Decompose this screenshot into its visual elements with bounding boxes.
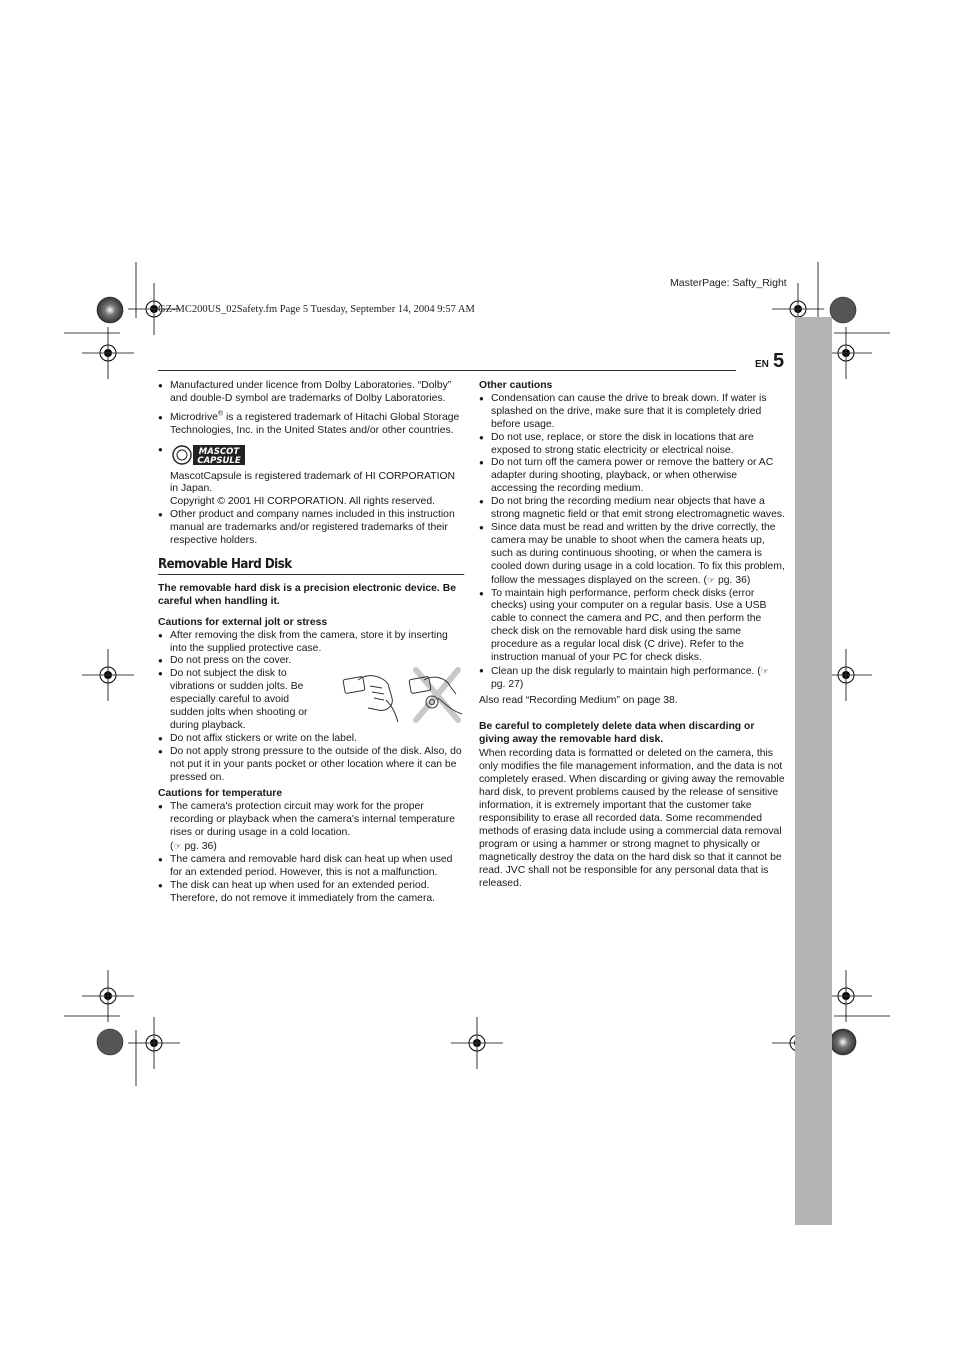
trademark-list	[158, 444, 466, 471]
list-item: ● Condensation can cause the drive to break down. If water is splashed on the drive, make sure that it is completely dried before usage.	[479, 393, 786, 432]
list-item: ● Do not press on the cover.	[158, 655, 466, 668]
microdrive-label: Microdrive	[170, 411, 218, 423]
jolt-heading: Cautions for external jolt or stress	[158, 616, 328, 628]
page-reference: pg. 36)	[717, 574, 751, 586]
page-reference: pg. 27)	[491, 678, 524, 690]
trademark-list	[158, 380, 466, 406]
reference-arrow-icon: ☞	[760, 665, 769, 676]
list-item: ● Do not affix stickers or write on the label.	[158, 733, 466, 746]
also-read-note: Also read “Recording Medium” on page 38.	[479, 694, 678, 706]
list-item	[479, 522, 786, 588]
mascot-copyright: Copyright © 2001 HI CORPORATION. All rights reserved.	[170, 496, 436, 508]
left-column	[158, 380, 466, 906]
microdrive-text: is a registered trademark of Hitachi Global Storage Technologies, Inc. in the United States and/or other countries.	[170, 411, 460, 436]
list-item: ● Manufactured under licence from Dolby Laboratories. “Dolby” and double-D symbol are trademarks of Dolby Laboratories.	[158, 380, 466, 406]
list-item: ● Other product and company names included in this instruction manual are trademarks and/or registered trademarks of their respective holders.	[158, 509, 466, 548]
list-item	[479, 665, 786, 692]
list-item: ● After removing the disk from the camera, store it by inserting into the supplied protective case.	[158, 630, 466, 656]
section-title: Removable Hard Disk	[158, 558, 464, 575]
shoot-text: Since data must be read and written by the drive correctly, the camera may be unable to shoot when the camera heats up, such as during continuous shooting, or when the camera is cooled down during usage in a cold location. To fix this problem, follow the messages displayed on the screen. (	[491, 521, 785, 586]
jolt-text: ● Do not subject the disk to vibrations or sudden jolts. Be especially careful to avoid sudden jolts when shooting or during playback.	[170, 668, 308, 731]
clean-text: Clean up the disk regularly to maintain high performance. (	[491, 665, 761, 677]
list-item	[158, 412, 466, 438]
intro-text: The removable hard disk is a precision electronic device. Be careful when handling it.	[158, 582, 456, 607]
right-column	[479, 380, 786, 890]
delete-data-heading: Be careful to completely delete data when discarding or giving away the removable hard disk.	[479, 720, 755, 745]
temp-text: The camera's protection circuit may work for the proper recording or playback when the camera's internal temperature rises or during usage in a cold location.	[170, 801, 455, 839]
temperature-heading: Cautions for temperature	[158, 788, 283, 800]
page-reference: pg. 36)	[184, 841, 217, 853]
mascot-logo-line2: CAPSULE	[197, 455, 241, 466]
list-item: ● The camera and removable hard disk can heat up when used for an extended period. However, this is not a malfunction.	[158, 854, 466, 880]
master-page-label: MasterPage: Safty_Right	[670, 277, 787, 289]
reference-arrow-icon: ☞	[707, 574, 716, 585]
other-cautions-list	[479, 393, 786, 692]
list-item: ● Do not bring the recording medium near objects that have a strong magnetic field or that emit strong electromagnetic waves.	[479, 496, 786, 522]
delete-data-body: When recording data is formatted or deleted on the camera, this only modifies the file management information, and the data is not completely erased. When discarding or giving away the removable hard disk, to prevent problems caused by the release of sensitive information, it is extremely important that the customer take responsibility to erase all recorded data. Some recommended methods of erasing data include using a commercial data removal program or using a hammer or strong magnet to physically or magnetically destroy the data on the hard disk so that it cannot be read. JVC shall not be responsible for any personal data that is released.	[479, 748, 785, 889]
trademark-list	[158, 509, 466, 548]
list-item: ● The disk can heat up when used for an extended period. Therefore, do not remove it immediately from the camera.	[158, 880, 466, 906]
list-item: ● The camera's protection circuit may work for the proper recording or playback when the camera's internal temperature rises or during usage in a cold location. (☞ pg. 36)	[158, 801, 466, 854]
header-rule	[158, 370, 736, 371]
list-item: ● Do not use, replace, or store the disk in locations that are exposed to strong static electricity or electrical noise.	[479, 432, 786, 458]
list-item: ● To maintain high performance, perform check disks (error checks) using your computer on a regular basis. Use a USB cable to connect the camera and PC, and then perform the check disk on the removable hard disk using the same procedure as a regular local disk (C drive). Refer to the instruction manual of your PC for check disks.	[479, 588, 786, 665]
list-item: ● Do not apply strong pressure to the outside of the disk. Also, do not put it in your pants pocket or other location where it can be pressed on.	[158, 746, 466, 785]
page-number: 5	[773, 350, 785, 372]
side-index-tab	[795, 317, 832, 1225]
mascot-capsule-logo-icon	[172, 444, 246, 466]
trademark-list	[158, 412, 466, 438]
list-item	[158, 668, 466, 733]
file-info-header: GZ-MC200US_02Safety.fm Page 5 Tuesday, September 14, 2004 9:57 AM	[158, 304, 475, 315]
list-item: ● Do not turn off the camera power or remove the battery or AC adapter during shooting, playback, or when otherwise accessing the recording medium.	[479, 457, 786, 496]
mascot-logo-line1: ● MASCOT	[198, 446, 240, 457]
language-label: EN	[755, 359, 769, 370]
registered-mark: ®	[217, 410, 224, 418]
mascot-note: MascotCapsule is registered trademark of HI CORPORATION in Japan.	[170, 470, 456, 495]
other-cautions-heading: Other cautions	[479, 380, 553, 391]
reference-arrow-icon: ☞	[173, 841, 182, 852]
temperature-list	[158, 801, 466, 905]
jolt-list	[158, 630, 466, 785]
mascot-capsule-logo	[172, 444, 246, 471]
hand-dropping-disk-illustration	[338, 664, 468, 728]
list-item	[158, 444, 466, 471]
